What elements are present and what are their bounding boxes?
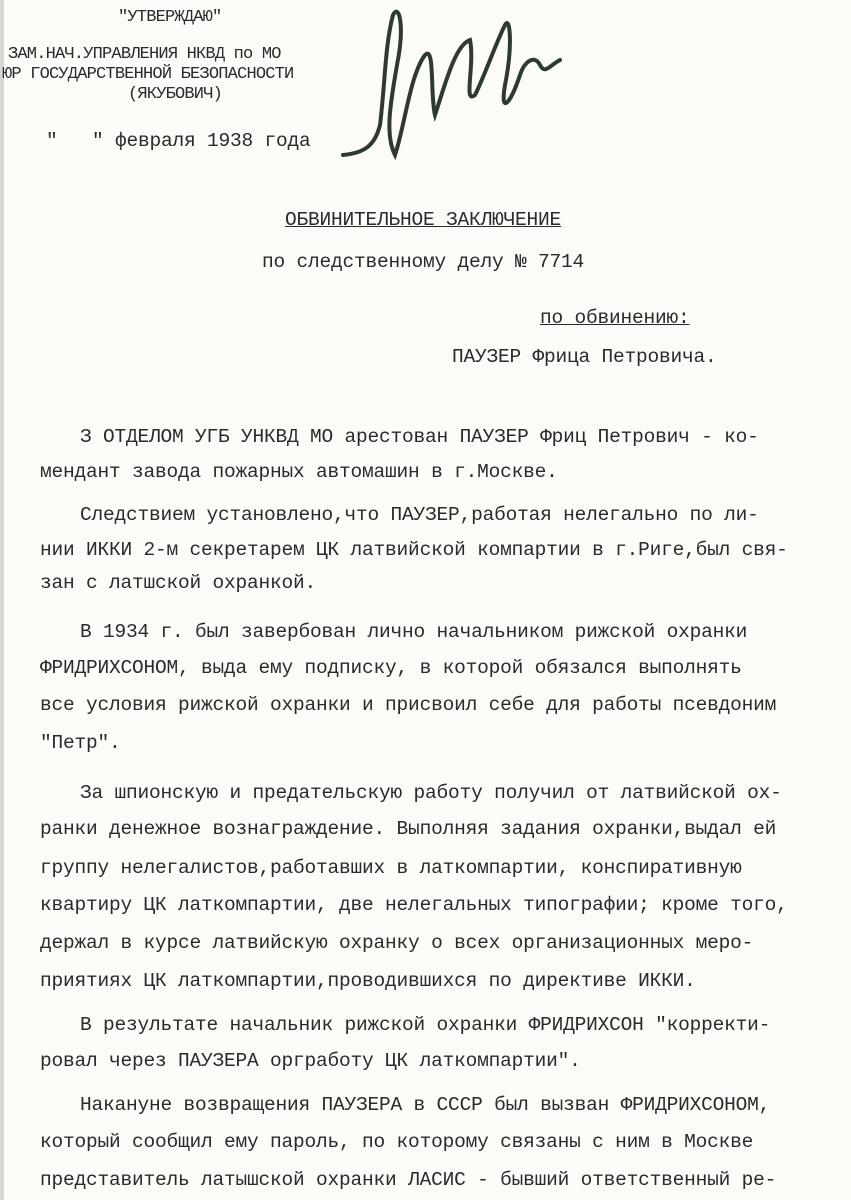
- signature: [335, 5, 575, 165]
- body-line: который сообщил ему пароль, по которому связаны с ним в Москве: [40, 1131, 754, 1153]
- body-line: квартиру ЦК латкомпартии, две нелегальных типографии; кроме того,: [40, 894, 788, 916]
- accusation-label: по обвинению:: [540, 307, 690, 329]
- body-line: Накануне возвращения ПАУЗЕРА в СССР был вызван ФРИДРИХСОНОМ,: [80, 1094, 771, 1116]
- document-subtitle: по следственному делу № 7714: [262, 251, 585, 273]
- body-line: мендант завода пожарных автомашин в г.Москве.: [40, 461, 558, 483]
- body-line: приятиях ЦК латкомпартии,проводившихся по директиве ИККИ.: [40, 970, 696, 992]
- page-edge: [0, 0, 4, 1200]
- body-line: группу нелегалистов,работавших в латкомпартии, конспиративную: [40, 857, 742, 879]
- body-line: З ОТДЕЛОМ УГБ УНКВД МО арестован ПАУЗЕР Фриц Петрович - ко-: [80, 426, 759, 448]
- approval-date: " " февраля 1938 года: [46, 130, 311, 152]
- accused-name: ПАУЗЕР Фрица Петровича.: [452, 346, 717, 368]
- body-line: все условия рижской охранки и присвоил себе для работы псевдоним: [40, 694, 777, 716]
- body-line: держал в курсе латвийскую охранку о всех организационных меро-: [40, 932, 754, 954]
- body-line: ФРИДРИХСОНОМ, выда ему подписку, в которой обязался выполнять: [40, 657, 742, 679]
- body-line: Следствием установлено,что ПАУЗЕР,работая нелегально по ли-: [80, 504, 759, 526]
- approval-rank: ЮР ГОСУДАРСТВЕННОЙ БЕЗОПАСНОСТИ: [2, 65, 294, 84]
- body-line: В 1934 г. был завербован лично начальником рижской охранки: [80, 621, 748, 643]
- body-line: ранки денежное вознаграждение. Выполняя задания охранки,выдал ей: [40, 818, 777, 840]
- approval-name: (ЯКУБОВИЧ): [128, 85, 223, 104]
- document-title: ОБВИНИТЕЛЬНОЕ ЗАКЛЮЧЕНИЕ: [285, 209, 562, 231]
- approval-position: ЗАМ.НАЧ.УПРАВЛЕНИЯ НКВД по МО: [8, 45, 281, 64]
- body-line: ровал через ПАУЗЕРА оргработу ЦК латкомпартии".: [40, 1050, 581, 1072]
- body-line: В результате начальник рижской охранки ФРИДРИХСОН "корректи-: [80, 1014, 771, 1036]
- body-line: "Петр".: [40, 732, 121, 754]
- approval-stamp: "УТВЕРЖДАЮ": [118, 8, 222, 27]
- body-line: нии ИККИ 2-м секретарем ЦК латвийской компартии в г.Риге,был свя-: [40, 539, 788, 561]
- body-line: зан с латшской охранкой.: [40, 572, 317, 594]
- body-line: За шпионскую и предательскую работу получил от латвийской ох-: [80, 782, 782, 804]
- body-line: представитель латышской охранки ЛАСИС - бывший ответственный ре-: [40, 1169, 777, 1191]
